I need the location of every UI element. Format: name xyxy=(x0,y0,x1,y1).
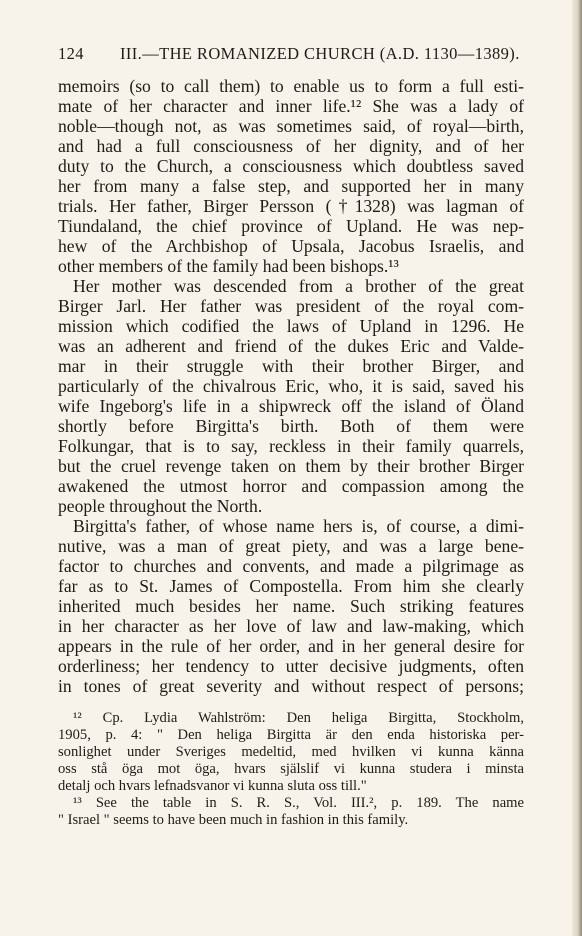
text-line: but the cruel revenge taken on them by their brother Birger xyxy=(58,456,524,476)
text-line: Birgitta's father, of whose name hers is, of course, a dimi- xyxy=(73,516,524,536)
body-text xyxy=(58,76,524,696)
text-line: Tiundaland, the chief province of Upland. He was nep- xyxy=(58,216,524,236)
text-line: shortly before Birgitta's birth. Both of them were xyxy=(58,416,524,436)
text-line: inherited much besides her name. Such striking features xyxy=(58,596,524,616)
text-line: factor to churches and convents, and made a pilgrimage as xyxy=(58,556,524,576)
text-line: her from many a false step, and supported her in many xyxy=(58,176,524,196)
text-line: in her character as her love of law and law-making, which xyxy=(58,616,524,636)
text-line: Her mother was descended from a brother of the great xyxy=(73,276,524,296)
text-line: noble—though not, as was sometimes said, of royal—birth, xyxy=(58,116,524,136)
text-line: people throughout the North. xyxy=(58,496,263,516)
text-line: Birger Jarl. Her father was president of the royal com- xyxy=(58,296,524,316)
text-line: trials. Her father, Birger Persson (†1328) was lagman of xyxy=(58,196,524,216)
footnote-line: " Israel " seems to have been much in fashion in this family. xyxy=(58,812,409,828)
text-line: appears in the rule of her order, and in her general desire for xyxy=(58,636,524,656)
text-line: and had a full consciousness of her dignity, and of her xyxy=(58,136,524,156)
text-line: wife Ingeborg's life in a shipwreck off the island of Öland xyxy=(58,396,524,416)
text-line: was an adherent and friend of the dukes Eric and Valde- xyxy=(58,336,524,356)
text-line: mate of her character and inner life.¹² She was a lady of xyxy=(58,96,524,116)
footnote-line: oss stå öga mot öga, hvars själslif vi kunna studera i minsta xyxy=(58,761,524,777)
text-line: hew of the Archbishop of Upsala, Jacobus Israelis, and xyxy=(58,236,524,256)
footnote-line: ¹³ See the table in S. R. S., Vol. III.², p. 189. The name xyxy=(73,795,524,811)
text-line: in tones of great severity and without respect of persons; xyxy=(58,676,524,696)
footnotes xyxy=(58,710,524,829)
text-line: particularly of the chivalrous Eric, who, it is said, saved his xyxy=(58,376,524,396)
page-number: 124 xyxy=(58,44,84,63)
text-line: awakened the utmost horror and compassion among the xyxy=(58,476,524,496)
text-line: memoirs (so to call them) to enable us to form a full esti- xyxy=(58,76,524,96)
text-line: other members of the family had been bishops.¹³ xyxy=(58,256,399,276)
footnote-line: sonlighet under Sveriges medeltid, med hvilken vi kunna känna xyxy=(58,744,524,760)
text-line: orderliness; her tendency to utter decisive judgments, often xyxy=(58,656,524,676)
book-page xyxy=(58,44,524,829)
text-line: mission which codified the laws of Upland in 1296. He xyxy=(58,316,524,336)
text-line: nutive, was a man of great piety, and was a large bene- xyxy=(58,536,524,556)
text-line: mar in their struggle with their brother Birger, and xyxy=(58,356,524,376)
footnote-line: detalj och hvars lefnadsvanor vi kunna sluta oss till." xyxy=(58,778,367,794)
footnote-line: ¹² Cp. Lydia Wahlström: Den heliga Birgitta, Stockholm, xyxy=(73,710,524,726)
text-line: duty to the Church, a consciousness which doubtless saved xyxy=(58,156,524,176)
running-head xyxy=(58,44,524,68)
running-title: III.—THE ROMANIZED CHURCH (A.D. 1130—1389). xyxy=(120,44,520,63)
footnote-line: 1905, p. 4: " Den heliga Birgitta är den enda historiska per- xyxy=(58,727,524,743)
text-line: far as to St. James of Compostella. From him she clearly xyxy=(58,576,524,596)
page-edge-shadow xyxy=(572,0,582,936)
text-line: Folkungar, that is to say, reckless in their family quarrels, xyxy=(58,436,524,456)
